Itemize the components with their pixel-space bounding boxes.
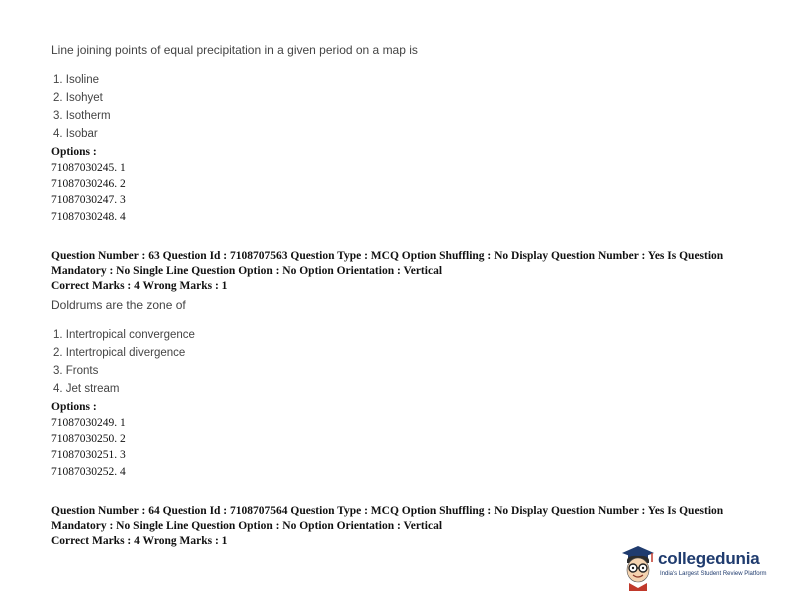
q63-options-label: Options : [51,401,97,413]
q63-option-2: 71087030250. 2 [51,433,126,445]
student-mascot-icon [618,543,658,591]
q62-choice-4: 4. Isobar [53,128,98,140]
logo-tagline: India's Largest Student Review Platform [660,571,767,577]
q62-option-2: 71087030246. 2 [51,178,126,190]
q63-choice-2: 2. Intertropical divergence [53,347,186,359]
q63-option-3: 71087030251. 3 [51,449,126,461]
question-63-text: Doldrums are the zone of [51,298,186,312]
q64-meta: Question Number : 64 Question Id : 7108707564 Question Type : MCQ Option Shuffling : No Display Question Number : Yes Is Question Mandatory : No Single Line Question Option : No Option Orientation : Vertical [51,505,724,532]
q62-option-1: 71087030245. 1 [51,162,126,174]
q63-choice-4: 4. Jet stream [53,383,120,395]
q64-marks: Correct Marks : 4 Wrong Marks : 1 [51,535,228,547]
q63-choice-1: 1. Intertropical convergence [53,329,195,341]
q62-choice-2: 2. Isohyet [53,92,103,104]
q62-option-4: 71087030248. 4 [51,211,126,223]
q62-option-3: 71087030247. 3 [51,194,126,206]
question-62-text: Line joining points of equal precipitation in a given period on a map is [51,43,418,57]
logo-wordmark: collegedunia [658,549,760,568]
q62-choice-3: 3. Isotherm [53,110,111,122]
q63-meta: Question Number : 63 Question Id : 7108707563 Question Type : MCQ Option Shuffling : No Display Question Number : Yes Is Question Mandatory : No Single Line Question Option : No Option Orientation : Vertical [51,250,724,277]
q63-option-4: 71087030252. 4 [51,466,126,478]
q62-choice-1: 1. Isoline [53,74,100,86]
q62-options-label: Options : [51,146,97,158]
q63-choice-3: 3. Fronts [53,365,99,377]
collegedunia-logo [618,543,778,593]
q63-marks: Correct Marks : 4 Wrong Marks : 1 [51,280,228,292]
q63-option-1: 71087030249. 1 [51,417,126,429]
